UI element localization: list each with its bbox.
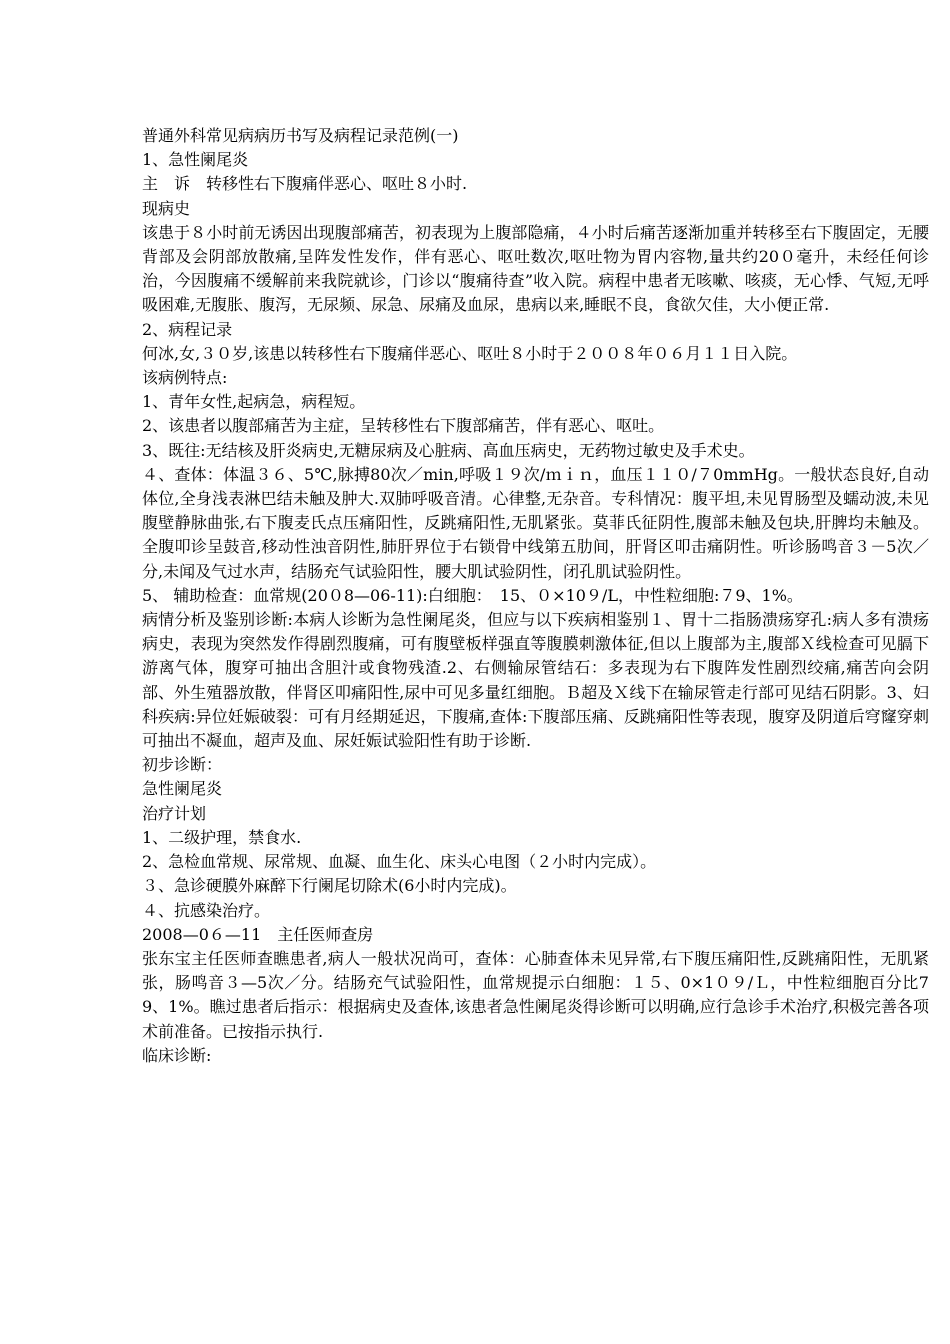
initial-diagnosis: 急性阑尾炎 (142, 779, 223, 799)
plan-item-4: ４、抗感染治疗。 (142, 900, 271, 920)
chief-complaint: 主 诉 转移性右下腹痛伴恶心、呕吐８小时. (142, 174, 468, 194)
ward-round-text: 张东宝主任医师查瞧患者,病人一般状况尚可，查体：心肺查体未见异常,右下腹压痛阳性,反跳痛阳性，无肌紧张，肠鸣音３—5次／分。结肠充气试验阳性，血常规提示白细胞：１５、0×1０９/Ｌ，中性粒细胞百分比79、1%。瞧过患者后指示：根据病史及查体,该患者急性阑尾炎得诊断可以明确,应行急诊手术治疗,积极完善各项术前准备。已按指示执行. (142, 948, 929, 1041)
heading-acute-appendicitis: 1、急性阑尾炎 (142, 150, 249, 170)
heading-treatment-plan: 治疗计划 (142, 803, 207, 823)
heading-clinical-diagnosis: 临床诊断: (142, 1045, 212, 1065)
document-body (142, 124, 929, 1068)
ward-round-heading: 2008—0６—11 主任医师查房 (142, 924, 374, 944)
differential-diagnosis: 病情分析及鉴别诊断:本病人诊断为急性阑尾炎，但应与以下疾病相鉴别１、胃十二指肠溃疡穿孔:病人多有溃疡病史，表现为突然发作得剧烈腹痛，可有腹壁板样强直等腹膜刺激体征,但以上腹部为主,腹部Ｘ线检查可见膈下游离气体，腹穿可抽出含胆汁或食物残渣.2、右侧输尿管结石：多表现为右下腹阵发性剧烈绞痛,痛苦向会阴部、外生殖器放散，伴肾区叩痛阳性,尿中可见多量红细胞。Ｂ超及Ｘ线下在输尿管走行部可见结石阴影。3、妇科疾病:异位妊娠破裂：可有月经期延迟，下腹痛,查体:下腹部压痛、反跳痛阳性等表现，腹穿及阴道后穹窿穿刺可抽出不凝血，超声及血、尿妊娠试验阳性有助于诊断. (142, 610, 929, 751)
admission-summary: 何冰,女,３０岁,该患以转移性右下腹痛伴恶心、呕吐８小时于２００８年０６月１１日入院。 (142, 343, 798, 363)
plan-item-2: 2、急检血常规、尿常规、血凝、血生化、床头心电图（２小时内完成）。 (142, 852, 657, 872)
heading-initial-diagnosis: 初步诊断： (142, 755, 223, 775)
heading-progress-record: 2、病程记录 (142, 319, 233, 339)
document-title: 普通外科常见病病历书写及病程记录范例(一) (142, 126, 459, 145)
heading-present-illness: 现病史 (142, 198, 191, 218)
physical-exam: ４、查体：体温３６、5℃,脉搏80次／min,呼吸１９次/ｍｉｎ，血压１１０/７0mmHg。一般状态良好,自动体位,全身浅表淋巴结未触及肿大.双肺呼吸音清。心律整,无杂音。专科情况：腹平坦,未见胃肠型及蠕动波,未见腹壁静脉曲张,右下腹麦氏点压痛阳性，反跳痛阳性,无肌紧张。莫菲氏征阴性,腹部未触及包块,肝脾均未触及。全腹叩诊呈鼓音,移动性浊音阴性,肺肝界位于右锁骨中线第五肋间，肝肾区叩击痛阴性。听诊肠鸣音３－5次／分,未闻及气过水声，结肠充气试验阳性，腰大肌试验阴性，闭孔肌试验阴性。 (142, 464, 929, 581)
heading-case-features: 该病例特点: (142, 368, 228, 388)
plan-item-1: 1、二级护理，禁食水. (142, 827, 302, 847)
auxiliary-exam: 5、 辅助检查：血常规(20０8—06-11):白细胞： 15、０×10９/L，中性粒细胞:７9、1%。 (142, 585, 803, 605)
feature-item-2: 2、该患者以腹部痛苦为主症，呈转移性右下腹部痛苦，伴有恶心、呕吐。 (142, 416, 665, 436)
feature-item-1: 1、青年女性,起病急，病程短。 (142, 392, 366, 412)
plan-item-3: ３、急诊硬膜外麻醉下行阑尾切除术(6小时内完成)。 (142, 876, 517, 896)
present-illness-text: 该患于８小时前无诱因出现腹部痛苦，初表现为上腹部隐痛，４小时后痛苦逐渐加重并转移至右下腹固定，无腰背部及会阴部放散痛,呈阵发性发作，伴有恶心、呕吐数次,呕吐物为胃内容物,量共约20０毫升，未经任何诊治，今因腹痛不缓解前来我院就诊，门诊以“腹痛待查”收入院。病程中患者无咳嗽、咳痰，无心悸、气短,无呼吸困难,无腹胀、腹泻，无尿频、尿急、尿痛及血尿，患病以来,睡眠不良，食欲欠佳，大小便正常. (142, 222, 929, 315)
feature-item-3: 3、既往:无结核及肝炎病史,无糖尿病及心脏病、高血压病史，无药物过敏史及手术史。 (142, 440, 755, 460)
